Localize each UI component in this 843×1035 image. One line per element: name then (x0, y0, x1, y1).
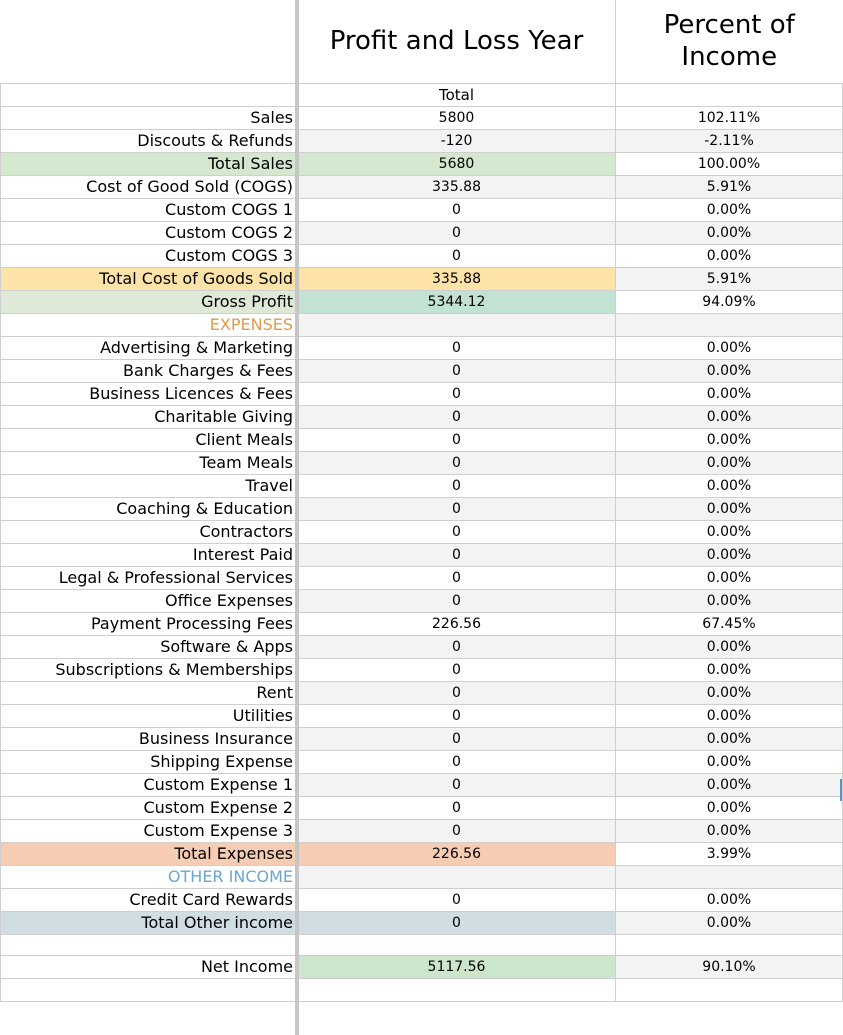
row-value[interactable]: 0 (298, 727, 616, 750)
cell-blank[interactable] (616, 978, 843, 1001)
row-label[interactable]: Custom COGS 2 (1, 221, 298, 244)
cell-header-blank[interactable] (1, 0, 298, 83)
row-custom-expense-1 (1, 773, 843, 796)
row-value[interactable]: 5680 (298, 152, 616, 175)
row-label[interactable]: Net Income (1, 955, 298, 978)
row-label[interactable]: Total Cost of Goods Sold (1, 267, 298, 290)
row-percent[interactable]: 5.91% (616, 175, 843, 198)
row-value[interactable]: 0 (298, 543, 616, 566)
row-label[interactable]: Total Other income (1, 911, 298, 934)
row-label[interactable]: Cost of Good Sold (COGS) (1, 175, 298, 198)
cell-blank[interactable] (298, 934, 616, 955)
row-percent[interactable]: 0.00% (616, 658, 843, 681)
row-charitable-giving (1, 405, 843, 428)
row-shipping-expense (1, 750, 843, 773)
cell-blank[interactable] (616, 83, 843, 106)
row-legal-professional (1, 566, 843, 589)
row-value[interactable]: -120 (298, 129, 616, 152)
row-business-insurance (1, 727, 843, 750)
row-percent[interactable]: 0.00% (616, 566, 843, 589)
row-label[interactable]: Custom Expense 2 (1, 796, 298, 819)
row-percent[interactable]: 5.91% (616, 267, 843, 290)
row-value[interactable]: 226.56 (298, 612, 616, 635)
row-label[interactable]: Travel (1, 474, 298, 497)
row-label[interactable]: Business Licences & Fees (1, 382, 298, 405)
row-contractors (1, 520, 843, 543)
row-percent[interactable]: 67.45% (616, 612, 843, 635)
row-label[interactable]: Total Sales (1, 152, 298, 175)
row-payment-processing (1, 612, 843, 635)
row-value[interactable]: 5117.56 (298, 955, 616, 978)
row-total-cogs (1, 267, 843, 290)
row-value[interactable] (298, 865, 616, 888)
row-value[interactable]: 0 (298, 520, 616, 543)
row-other-income-heading (1, 865, 843, 888)
row-percent[interactable]: 90.10% (616, 955, 843, 978)
row-percent[interactable]: 0.00% (616, 635, 843, 658)
header-row (1, 0, 843, 83)
row-sales (1, 106, 843, 129)
spacer-row (1, 934, 843, 955)
row-value[interactable]: 335.88 (298, 175, 616, 198)
row-travel (1, 474, 843, 497)
row-label[interactable]: Custom Expense 3 (1, 819, 298, 842)
row-percent[interactable]: 102.11% (616, 106, 843, 129)
row-value[interactable]: 0 (298, 704, 616, 727)
cell-blank[interactable] (298, 978, 616, 1001)
frozen-column-divider[interactable] (295, 0, 299, 1035)
row-value[interactable]: 0 (298, 911, 616, 934)
row-percent[interactable]: 0.00% (616, 727, 843, 750)
row-percent[interactable]: 0.00% (616, 911, 843, 934)
row-value[interactable]: 226.56 (298, 842, 616, 865)
row-value[interactable]: 0 (298, 359, 616, 382)
row-percent[interactable]: 0.00% (616, 451, 843, 474)
row-cogs (1, 175, 843, 198)
row-value[interactable]: 0 (298, 635, 616, 658)
row-label[interactable]: Coaching & Education (1, 497, 298, 520)
row-label[interactable]: Discouts & Refunds (1, 129, 298, 152)
row-utilities (1, 704, 843, 727)
row-value[interactable]: 0 (298, 382, 616, 405)
row-percent[interactable]: 0.00% (616, 221, 843, 244)
row-label[interactable]: Shipping Expense (1, 750, 298, 773)
row-value[interactable]: 0 (298, 405, 616, 428)
row-label[interactable]: Client Meals (1, 428, 298, 451)
total-label[interactable]: Total (298, 83, 616, 106)
row-percent[interactable]: 0.00% (616, 888, 843, 911)
row-custom-cogs-3 (1, 244, 843, 267)
row-percent[interactable] (616, 313, 843, 336)
row-bank-charges (1, 359, 843, 382)
row-custom-cogs-1 (1, 198, 843, 221)
row-percent[interactable]: 0.00% (616, 589, 843, 612)
row-percent[interactable]: 0.00% (616, 497, 843, 520)
row-label[interactable]: Software & Apps (1, 635, 298, 658)
row-percent[interactable]: 0.00% (616, 428, 843, 451)
row-value[interactable]: 0 (298, 681, 616, 704)
row-label[interactable]: Credit Card Rewards (1, 888, 298, 911)
row-label[interactable]: Team Meals (1, 451, 298, 474)
row-percent[interactable]: 0.00% (616, 198, 843, 221)
section-heading-other-income[interactable]: OTHER INCOME (1, 865, 298, 888)
subheader-row (1, 83, 843, 106)
header-title[interactable]: Profit and Loss Year (298, 0, 616, 83)
row-percent[interactable]: 0.00% (616, 773, 843, 796)
row-value[interactable]: 5800 (298, 106, 616, 129)
row-value[interactable]: 0 (298, 336, 616, 359)
row-total-sales (1, 152, 843, 175)
row-percent[interactable]: 0.00% (616, 543, 843, 566)
row-percent[interactable]: 0.00% (616, 796, 843, 819)
row-team-meals (1, 451, 843, 474)
row-percent[interactable]: 0.00% (616, 750, 843, 773)
row-percent[interactable] (616, 865, 843, 888)
header-percent-title[interactable]: Percent of Income (616, 0, 843, 83)
row-custom-expense-2 (1, 796, 843, 819)
row-discounts (1, 129, 843, 152)
row-percent[interactable]: 94.09% (616, 290, 843, 313)
row-label[interactable]: Bank Charges & Fees (1, 359, 298, 382)
row-client-meals (1, 428, 843, 451)
row-value[interactable]: 0 (298, 451, 616, 474)
row-subscriptions (1, 658, 843, 681)
row-percent[interactable]: 0.00% (616, 520, 843, 543)
row-interest-paid (1, 543, 843, 566)
row-percent[interactable]: 0.00% (616, 474, 843, 497)
row-value[interactable]: 335.88 (298, 267, 616, 290)
cell-blank[interactable] (1, 83, 298, 106)
row-software-apps (1, 635, 843, 658)
cell-blank[interactable] (1, 978, 298, 1001)
row-business-licences (1, 382, 843, 405)
row-value[interactable]: 0 (298, 198, 616, 221)
row-gross-profit (1, 290, 843, 313)
cell-blank[interactable] (1, 934, 298, 955)
empty-row (1, 978, 843, 1001)
row-value[interactable]: 0 (298, 658, 616, 681)
row-label[interactable]: Subscriptions & Memberships (1, 658, 298, 681)
row-percent[interactable]: 0.00% (616, 359, 843, 382)
row-percent[interactable]: 0.00% (616, 244, 843, 267)
row-label[interactable]: Office Expenses (1, 589, 298, 612)
row-percent[interactable]: 0.00% (616, 382, 843, 405)
row-value[interactable]: 0 (298, 773, 616, 796)
row-value[interactable] (298, 313, 616, 336)
row-total-other-income (1, 911, 843, 934)
row-credit-card-rewards (1, 888, 843, 911)
row-percent[interactable]: 0.00% (616, 704, 843, 727)
row-label[interactable]: Rent (1, 681, 298, 704)
row-advertising (1, 336, 843, 359)
row-label[interactable]: Custom COGS 1 (1, 198, 298, 221)
row-label[interactable]: Custom Expense 1 (1, 773, 298, 796)
row-expenses-heading (1, 313, 843, 336)
row-value[interactable]: 5344.12 (298, 290, 616, 313)
row-percent[interactable]: 0.00% (616, 819, 843, 842)
cell-blank[interactable] (616, 934, 843, 955)
selection-edge-marker (840, 779, 842, 801)
row-percent[interactable]: 0.00% (616, 681, 843, 704)
row-net-income (1, 955, 843, 978)
row-value[interactable]: 0 (298, 244, 616, 267)
row-value[interactable]: 0 (298, 474, 616, 497)
row-percent[interactable]: 0.00% (616, 405, 843, 428)
row-percent[interactable]: 3.99% (616, 842, 843, 865)
row-value[interactable]: 0 (298, 497, 616, 520)
row-total-expenses (1, 842, 843, 865)
row-value[interactable]: 0 (298, 750, 616, 773)
row-label[interactable]: Utilities (1, 704, 298, 727)
row-value[interactable]: 0 (298, 589, 616, 612)
row-rent (1, 681, 843, 704)
row-value[interactable]: 0 (298, 819, 616, 842)
row-label[interactable]: Gross Profit (1, 290, 298, 313)
row-percent[interactable]: 0.00% (616, 336, 843, 359)
row-coaching (1, 497, 843, 520)
row-value[interactable]: 0 (298, 888, 616, 911)
section-heading-expenses[interactable]: EXPENSES (1, 313, 298, 336)
row-label[interactable]: Total Expenses (1, 842, 298, 865)
row-value[interactable]: 0 (298, 428, 616, 451)
row-value[interactable]: 0 (298, 566, 616, 589)
row-percent[interactable]: -2.11% (616, 129, 843, 152)
row-label[interactable]: Advertising & Marketing (1, 336, 298, 359)
row-custom-expense-3 (1, 819, 843, 842)
row-label[interactable]: Payment Processing Fees (1, 612, 298, 635)
row-label[interactable]: Charitable Giving (1, 405, 298, 428)
row-custom-cogs-2 (1, 221, 843, 244)
row-label[interactable]: Interest Paid (1, 543, 298, 566)
row-label[interactable]: Business Insurance (1, 727, 298, 750)
row-label[interactable]: Legal & Professional Services (1, 566, 298, 589)
row-value[interactable]: 0 (298, 796, 616, 819)
row-label[interactable]: Sales (1, 106, 298, 129)
row-value[interactable]: 0 (298, 221, 616, 244)
row-office-expenses (1, 589, 843, 612)
row-percent[interactable]: 100.00% (616, 152, 843, 175)
row-label[interactable]: Custom COGS 3 (1, 244, 298, 267)
row-label[interactable]: Contractors (1, 520, 298, 543)
